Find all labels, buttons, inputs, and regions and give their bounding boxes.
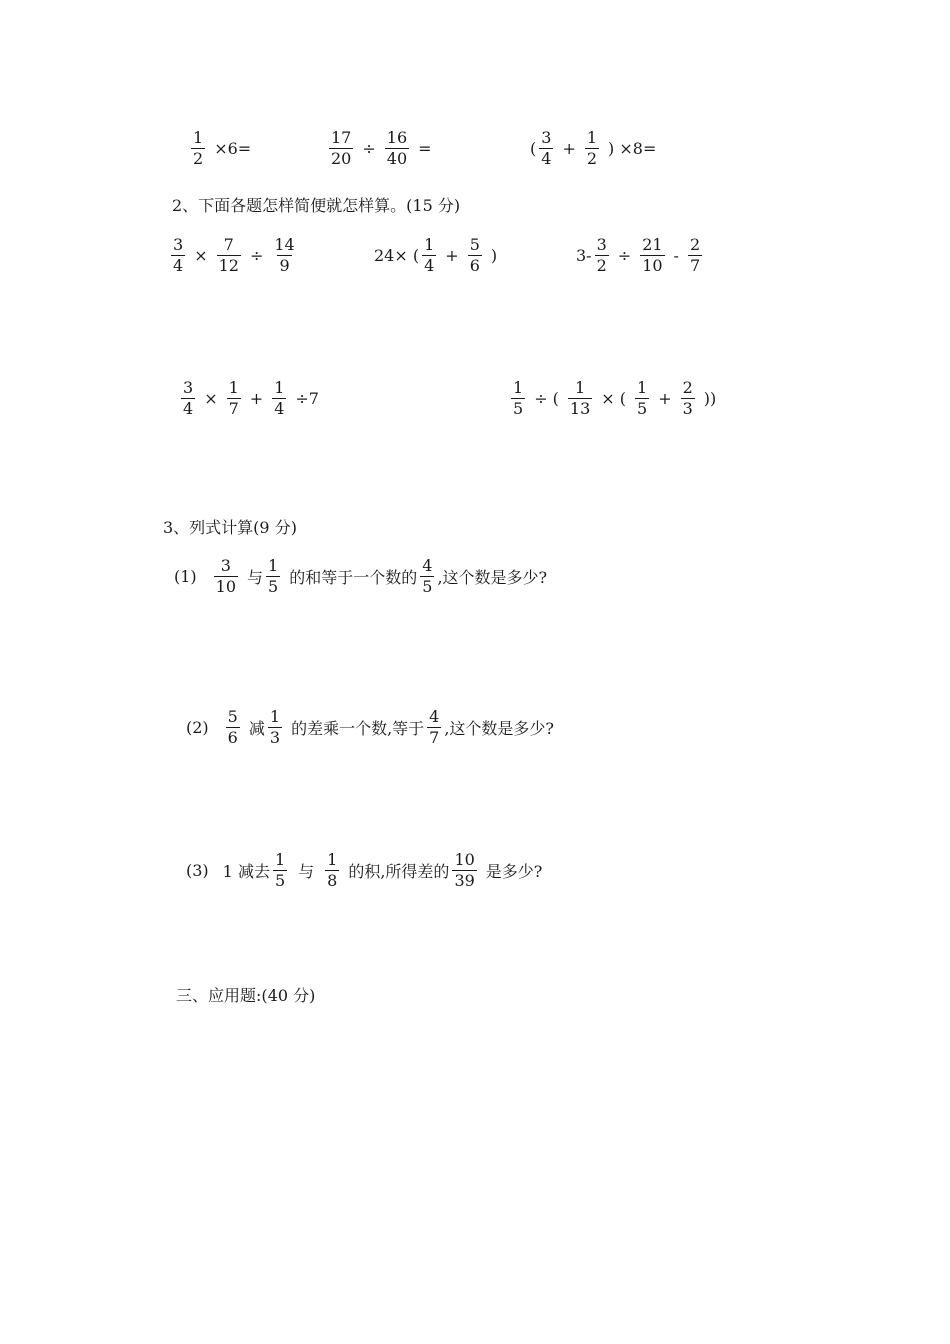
expr-2-4 — [178, 380, 325, 417]
fraction: $\frac{3}{2}$ — [596, 235, 607, 275]
question-1 — [174, 558, 547, 595]
operator: ÷ — [362, 139, 376, 158]
fraction: $\frac{3}{10}$ — [215, 556, 237, 596]
fraction: $\frac{2}{7}$ — [689, 235, 701, 275]
section4-heading: 三、应用题:(40 分) — [176, 986, 316, 1005]
fraction: $\frac{4}{7}$ — [429, 707, 440, 747]
question-text: 减 — [248, 719, 265, 738]
operator: ÷ — [617, 246, 632, 265]
fraction: $\frac{5}{6}$ — [227, 707, 238, 747]
operator: × — [204, 389, 218, 408]
fraction: $\frac{1}{8}$ — [327, 850, 338, 890]
expr-2-2 — [374, 237, 503, 274]
operator: + — [658, 389, 672, 408]
fraction: $\frac{1}{13}$ — [569, 378, 591, 418]
fraction: $\frac{2}{3}$ — [682, 378, 693, 418]
operator: ÷ ( — [534, 389, 559, 408]
operator: × ( — [601, 389, 627, 408]
fraction: $\frac{14}{9}$ — [274, 235, 295, 275]
paren: ( — [530, 139, 537, 158]
fraction: $\frac{3}{4}$ — [173, 235, 184, 275]
fraction: $\frac{1}{2}$ — [193, 128, 204, 168]
expr-tail: ) ×8= — [608, 139, 657, 158]
expr-row1-3 — [530, 130, 662, 167]
question-label: (1) — [174, 567, 197, 586]
expr-lead: 3- — [576, 246, 592, 265]
fraction: $\frac{3}{4}$ — [183, 378, 194, 418]
fraction: $\frac{3}{4}$ — [541, 128, 552, 168]
operator: ÷ — [249, 246, 264, 265]
expr-tail: = — [418, 139, 432, 158]
fraction: $\frac{21}{10}$ — [642, 235, 663, 275]
question-text: ,这个数是多少? — [444, 719, 555, 738]
operator: + — [249, 389, 264, 408]
question-text: 是多少? — [485, 862, 543, 881]
fraction: $\frac{5}{6}$ — [469, 235, 480, 275]
fraction: $\frac{10}{39}$ — [454, 850, 475, 890]
question-label: (3) — [186, 861, 209, 880]
expr-lead: 24× ( — [374, 246, 420, 265]
fraction: $\frac{7}{12}$ — [218, 235, 239, 275]
fraction: $\frac{1}{4}$ — [274, 378, 285, 418]
question-text: 的和等于一个数的 — [289, 568, 418, 587]
expr-tail: ×6= — [214, 139, 252, 158]
question-text: 1 减去 — [222, 862, 270, 881]
operator: + — [562, 139, 576, 158]
fraction: $\frac{1}{4}$ — [424, 235, 435, 275]
question-text: 的积,所得差的 — [348, 862, 450, 881]
question-label: (2) — [186, 718, 209, 737]
fraction: $\frac{4}{5}$ — [422, 556, 433, 596]
operator: + — [445, 246, 459, 265]
expr-2-5 — [508, 380, 722, 417]
section3-heading: 3、列式计算(9 分) — [163, 518, 297, 537]
operator: - — [673, 246, 679, 265]
expr-tail: )) — [703, 389, 717, 408]
expr-row1-1 — [188, 130, 257, 167]
fraction: $\frac{1}{5}$ — [268, 556, 279, 596]
fraction: $\frac{17}{20}$ — [331, 128, 352, 168]
expr-2-1 — [168, 237, 300, 274]
fraction: $\frac{1}{3}$ — [269, 707, 281, 747]
question-text: 与 — [247, 568, 264, 587]
fraction: $\frac{1}{5}$ — [513, 378, 524, 418]
expr-2-3 — [576, 237, 705, 274]
fraction: $\frac{1}{5}$ — [637, 378, 648, 418]
question-text: ,这个数是多少? — [437, 568, 548, 587]
fraction: $\frac{16}{40}$ — [386, 128, 408, 168]
fraction: $\frac{1}{7}$ — [228, 378, 239, 418]
question-3 — [186, 852, 542, 889]
question-2 — [186, 709, 554, 746]
fraction: $\frac{1}{2}$ — [586, 128, 598, 168]
expr-row1-2 — [326, 130, 438, 167]
expr-tail: ÷7 — [295, 389, 319, 408]
question-text: 与 — [298, 862, 315, 881]
expr-tail: ) — [490, 246, 498, 265]
fraction: $\frac{1}{5}$ — [274, 850, 286, 890]
question-text: 的差乘一个数,等于 — [291, 719, 425, 738]
section2-heading: 2、下面各题怎样简便就怎样算。(15 分) — [172, 196, 461, 215]
operator: × — [194, 246, 208, 265]
